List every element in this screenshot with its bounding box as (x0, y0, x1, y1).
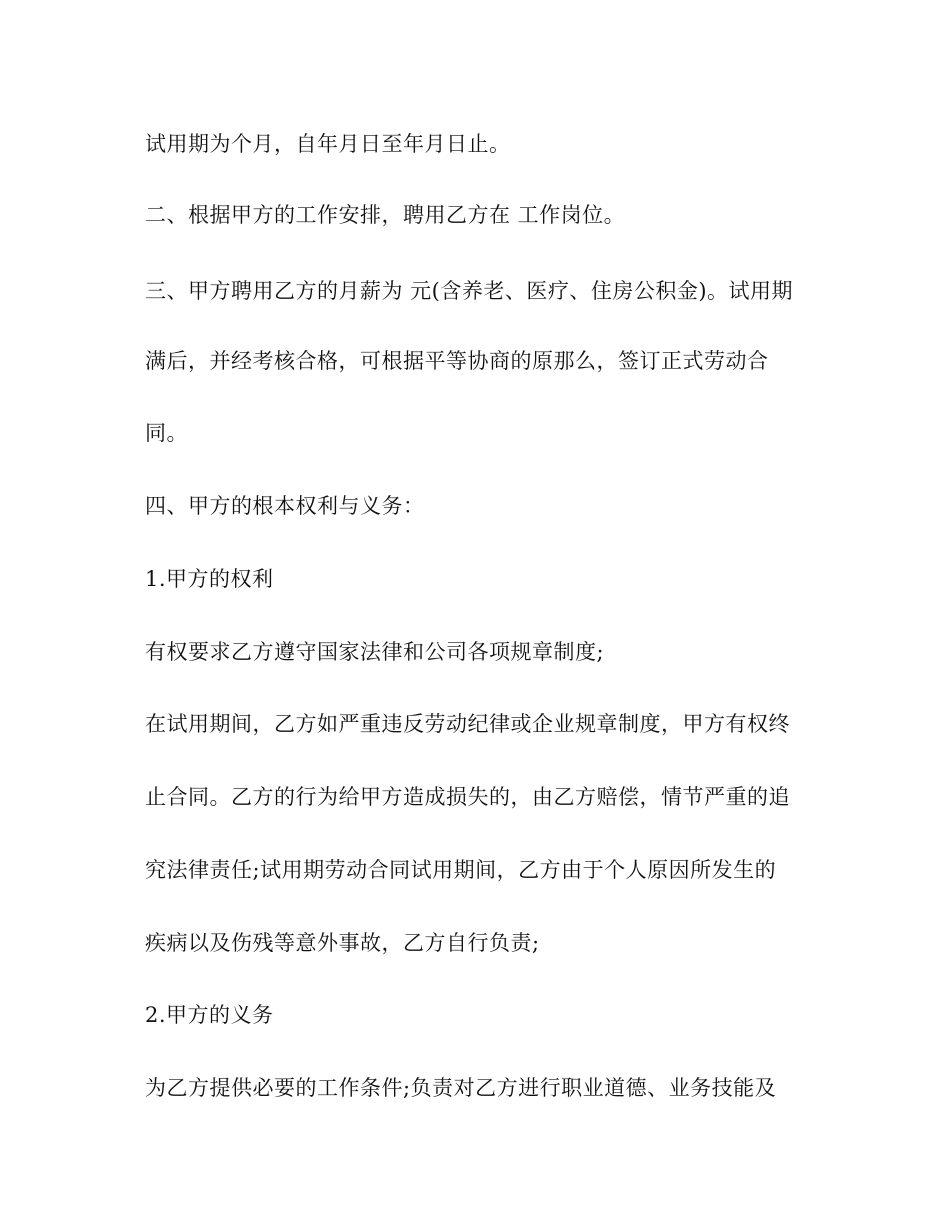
paragraph-line-clause-3-cont: 满后，并经考核合格，可根据平等协商的原那么，签订正式劳动合 (145, 349, 769, 373)
paragraph-line-clause-3-end: 同。 (145, 421, 188, 445)
section-heading-clause-4: 四、甲方的根本权利与义务： (145, 494, 425, 518)
subheading-party-a-rights: 1.甲方的权利 (145, 567, 274, 591)
paragraph-line-rights-2-cont2: 究法律责任;试用期劳动合同试用期间，乙方由于个人原因所发生的 (145, 858, 777, 882)
paragraph-line-rights-2: 在试用期间，乙方如严重违反劳动纪律或企业规章制度，甲方有权终 (145, 712, 790, 736)
subheading-party-a-obligations: 2.甲方的义务 (145, 1003, 274, 1027)
paragraph-line-rights-1: 有权要求乙方遵守国家法律和公司各项规章制度; (145, 640, 605, 664)
paragraph-line-rights-2-end: 疾病以及伤残等意外事故，乙方自行负责; (145, 931, 540, 955)
paragraph-line-obligations-1: 为乙方提供必要的工作条件;负责对乙方进行职业道德、业务技能及 (145, 1076, 777, 1100)
paragraph-line-probation-period: 试用期为个月，自年月日至年月日止。 (145, 132, 511, 156)
paragraph-line-clause-3: 三、甲方聘用乙方的月薪为 元(含养老、医疗、住房公积金)。试用期 (145, 279, 794, 303)
paragraph-line-rights-2-cont: 止合同。乙方的行为给甲方造成损失的，由乙方赔偿，情节严重的追 (145, 785, 790, 809)
paragraph-line-clause-2: 二、根据甲方的工作安排，聘用乙方在 工作岗位。 (145, 203, 626, 227)
